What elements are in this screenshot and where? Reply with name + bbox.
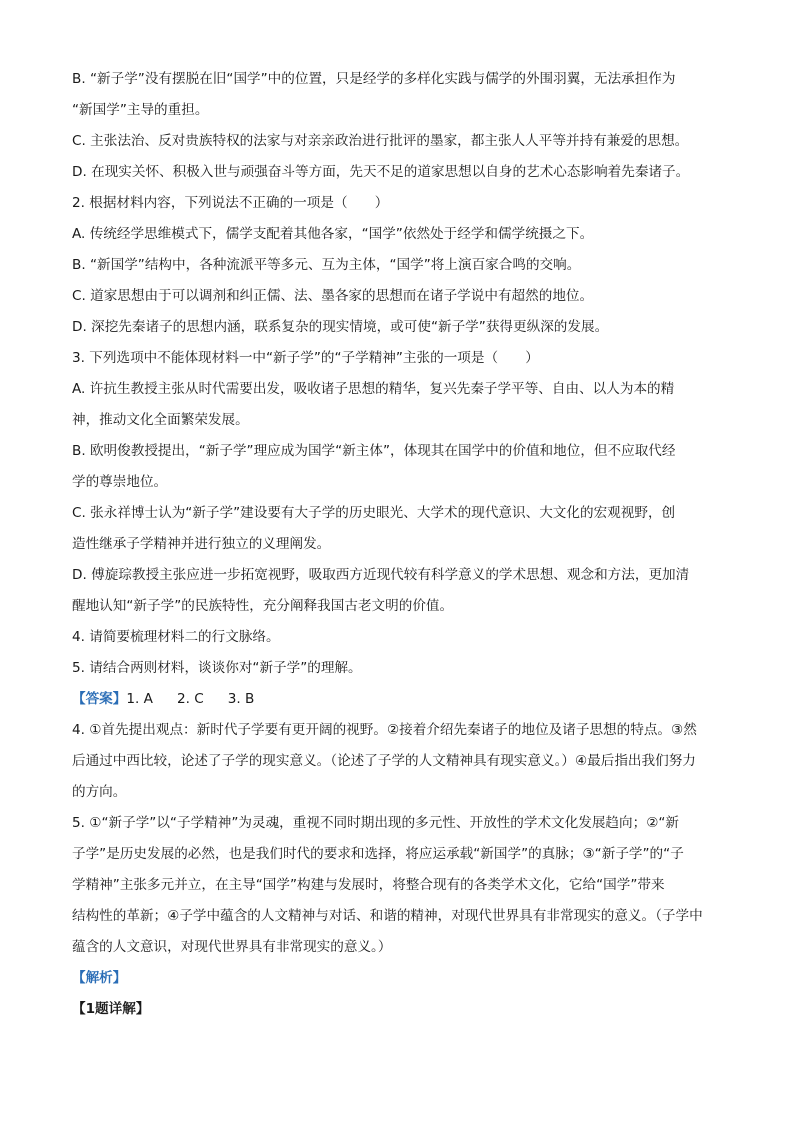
answer-label: 【答案】 (72, 691, 127, 707)
answer-5-line1: 5. ①“新子学”以“子学精神”为灵魂，重视不同时期出现的多元性、开放性的学术文化发展趋向；②“新 (72, 815, 680, 831)
solution-label: 【解析】 (72, 970, 127, 986)
q5-stem: 5. 请结合两则材料，谈谈你对“新子学”的理解。 (72, 660, 362, 676)
answer-5-line3: 学精神”主张多元并立，在主导“国学”构建与发展时，将整合现有的各类学术文化，它给“国学”带来 (72, 877, 665, 893)
answer-4-line3: 的方向。 (72, 784, 127, 800)
q1-option-b-line2: “新国学”主导的重担。 (72, 102, 209, 118)
q3-option-a-line1: A. 许抗生教授主张从时代需要出发，吸收诸子思想的精华，复兴先秦子学平等、自由、以人为本的精 (72, 381, 675, 397)
q3-option-b-line1: B. 欧明俊教授提出，“新子学”理应成为国学“新主体”，体现其在国学中的价值和地位，但不应取代经 (72, 443, 676, 459)
answer-3: 3. B (227, 691, 255, 707)
q3-option-c-line2: 造性继承子学精神并进行独立的义理阐发。 (72, 536, 331, 552)
answer-5-line4: 结构性的革新；④子学中蕴含的人文精神与对话、和谐的精神，对现代世界具有非常现实的意义。（子学中 (72, 908, 703, 924)
q1-option-b-line1: B. “新子学”没有摆脱在旧“国学”中的位置，只是经学的多样化实践与儒学的外围羽翼，无法承担作为 (72, 71, 676, 87)
solution-detail-1: 【1题详解】 (72, 1001, 150, 1017)
q2-option-a: A. 传统经学思维模式下，儒学支配着其他各家，“国学”依然处于经学和儒学统摄之下。 (72, 226, 594, 242)
answer-5-line2: 子学”是历史发展的必然，也是我们时代的要求和选择，将应运承载“新国学”的真脉；③“新子学”的“子 (72, 846, 684, 862)
q2-stem: 2. 根据材料内容，下列说法不正确的一项是（ ） (72, 195, 389, 211)
q2-option-d: D. 深挖先秦诸子的思想内涵，联系复杂的现实情境，或可使“新子学”获得更纵深的发展。 (72, 319, 609, 335)
q1-option-d: D. 在现实关怀、积极入世与顽强奋斗等方面，先天不足的道家思想以自身的艺术心态影响着先秦诸子。 (72, 164, 690, 180)
q3-option-a-line2: 神，推动文化全面繁荣发展。 (72, 412, 249, 428)
q3-option-d-line2: 醒地认知“新子学”的民族特性，充分阐释我国古老文明的价值。 (72, 598, 454, 614)
answer-2: 2. C (176, 691, 204, 707)
q1-option-c: C. 主张法治、反对贵族特权的法家与对亲亲政治进行批评的墨家，都主张人人平等并持有兼爱的思想。 (72, 133, 689, 149)
q3-option-c-line1: C. 张永祥博士认为“新子学”建设要有大子学的历史眼光、大学术的现代意识、大文化的宏观视野，创 (72, 505, 676, 521)
document-page (72, 64, 732, 1025)
answer-5-line5: 蕴含的人文意识，对现代世界具有非常现实的意义。） (72, 939, 392, 955)
q2-option-b: B. “新国学”结构中，各种流派平等多元、互为主体，“国学”将上演百家合鸣的交响。 (72, 257, 581, 273)
q3-stem: 3. 下列选项中不能体现材料一中“新子学”的“子学精神”主张的一项是（ ） (72, 350, 539, 366)
answer-4-line2: 后通过中西比较，论述了子学的现实意义。（论述了子学的人文精神具有现实意义。）④最后指出我们努力 (72, 753, 696, 769)
answer-1: 1. A (126, 691, 153, 707)
answer-4-line1: 4. ①首先提出观点：新时代子学要有更开阔的视野。②接着介绍先秦诸子的地位及诸子思想的特点。③然 (72, 722, 697, 738)
answer-keys (72, 684, 732, 715)
q4-stem: 4. 请简要梳理材料二的行文脉络。 (72, 629, 280, 645)
q3-option-d-line1: D. 傅旋琮教授主张应进一步拓宽视野，吸取西方近现代较有科学意义的学术思想、观念和方法，更加清 (72, 567, 690, 583)
q2-option-c: C. 道家思想由于可以调剂和纠正儒、法、墨各家的思想而在诸子学说中有超然的地位。 (72, 288, 594, 304)
q3-option-b-line2: 学的尊崇地位。 (72, 474, 168, 490)
solution-heading (72, 963, 732, 994)
